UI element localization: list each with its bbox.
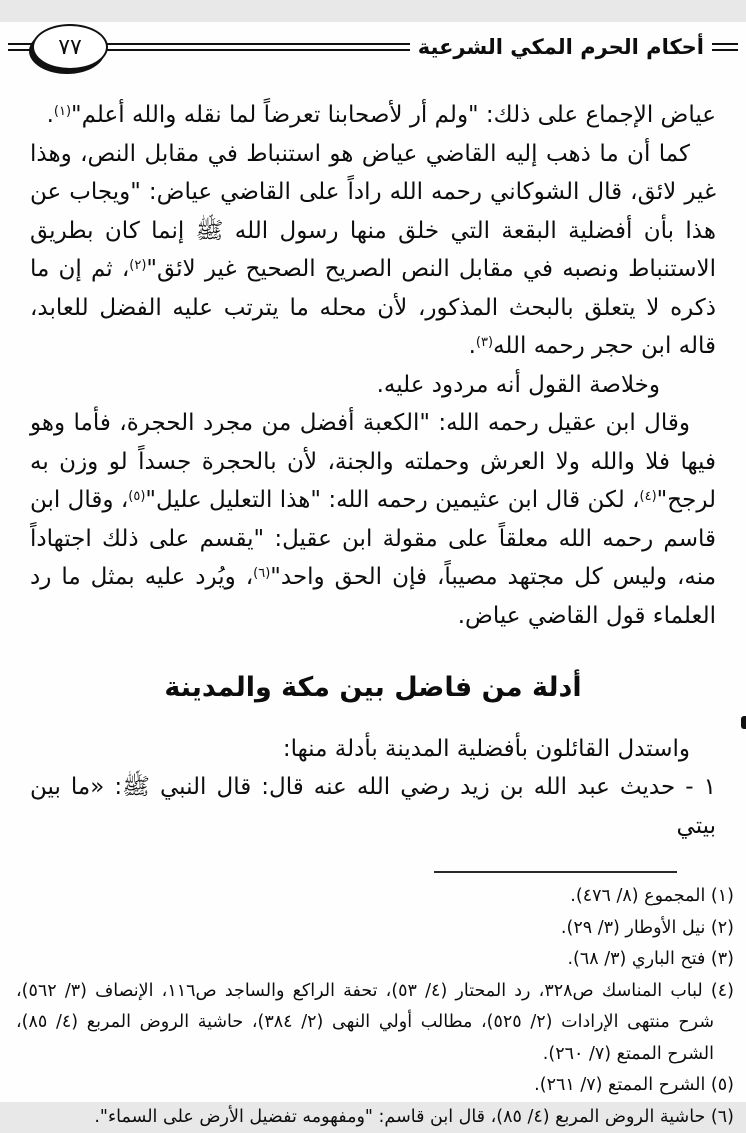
page-header: [0, 22, 746, 72]
page-number: ٧٧: [58, 35, 82, 60]
footnote-2: (٢) نيل الأوطار (٣/ ٢٩).: [16, 913, 734, 945]
paragraph-ibn-aqil: وقال ابن عقيل رحمه الله: "الكعبة أفضل من مجرد الحجرة، فأما وهو فيها فلا والله ولا العرش وحملته والجنة، لأن بالحجرة جسداً لو وزن به لرجح"$^{(٤)}$، لكن قال ابن عثيمين رحمه الله: "هذا التعليل عليل"$^{(٥)}$، وقال ابن قاسم رحمه الله معلقاً على مقولة ابن عقيل: "يقسم على ذلك اجتهاداً منه، وليس كل مجتهد مصيباً، فإن الحق واحد"$^{(٦)}$، ويُرد عليه بمثل ما رد العلماء قول القاضي عياض.: [30, 404, 716, 635]
scan-artifact: [741, 716, 746, 729]
section-heading: أدلة من فاضل بين مكة والمدينة: [30, 669, 716, 708]
footnote-separator: [434, 871, 677, 873]
paragraph-evidence-1: ١ - حديث عبد الله بن زيد رضي الله عنه قال: قال النبي ﷺ: «ما بين بيتي: [30, 768, 716, 845]
footnotes-section: [0, 881, 746, 1133]
footnote-1: (١) المجموع (٨/ ٤٧٦).: [16, 881, 734, 913]
paragraph-shawkani: كما أن ما ذهب إليه القاضي عياض هو استنباط في مقابل النص، وهذا غير لائق، قال الشوكاني رحمه الله راداً على القاضي عياض: "ويجاب عن هذا بأن أفضلية البقعة التي خلق منها رسول الله ﷺ إنما كان بطريق الاستنباط ونصبه في مقابل النص الصريح الصحيح غير لائق"$^{(٢)}$، ثم إن ما ذكره لا يتعلق بالبحث المذكور، لأن محله ما يترتب عليه الفضل للعابد، قاله ابن حجر رحمه الله$^{(٣)}$.: [30, 135, 716, 366]
paragraph-intro-evidences: واستدل القائلون بأفضلية المدينة بأدلة منها:: [30, 730, 716, 769]
footnote-5: (٥) الشرح الممتع (٧/ ٢٦١).: [16, 1070, 734, 1102]
header-rule-right: [712, 43, 738, 51]
footnote-4: (٤) لباب المناسك ص٣٢٨، رد المحتار (٤/ ٥٣)، تحفة الراكع والساجد ص١١٦، الإنصاف (٣/ ٥٦٢)، شرح منتهى الإرادات (٢/ ٥٢٥)، مطالب أولي النهى (٢/ ٣٨٤)، حاشية الروض المربع (٤/ ٨٥)، الشرح الممتع (٧/ ٢٦٠).: [16, 976, 734, 1071]
footnote-6: (٦) حاشية الروض المربع (٤/ ٨٥)، قال ابن قاسم: "ومفهومه تفضيل الأرض على السماء".: [16, 1102, 734, 1133]
book-page: [0, 22, 746, 1102]
header-rule-left: [8, 43, 34, 51]
paragraph-continuation: عياض الإجماع على ذلك: "ولم أر لأصحابنا تعرضاً لما نقله والله أعلم"$^{(١)}$.: [30, 96, 716, 135]
footnote-3: (٣) فتح الباري (٣/ ٦٨).: [16, 944, 734, 976]
paragraph-summary: وخلاصة القول أنه مردود عليه.: [30, 366, 716, 405]
body-text: [0, 96, 746, 845]
page-number-badge: [32, 24, 108, 70]
header-rule-middle: [106, 43, 410, 51]
book-title: أحكام الحرم المكي الشرعية: [410, 35, 712, 59]
